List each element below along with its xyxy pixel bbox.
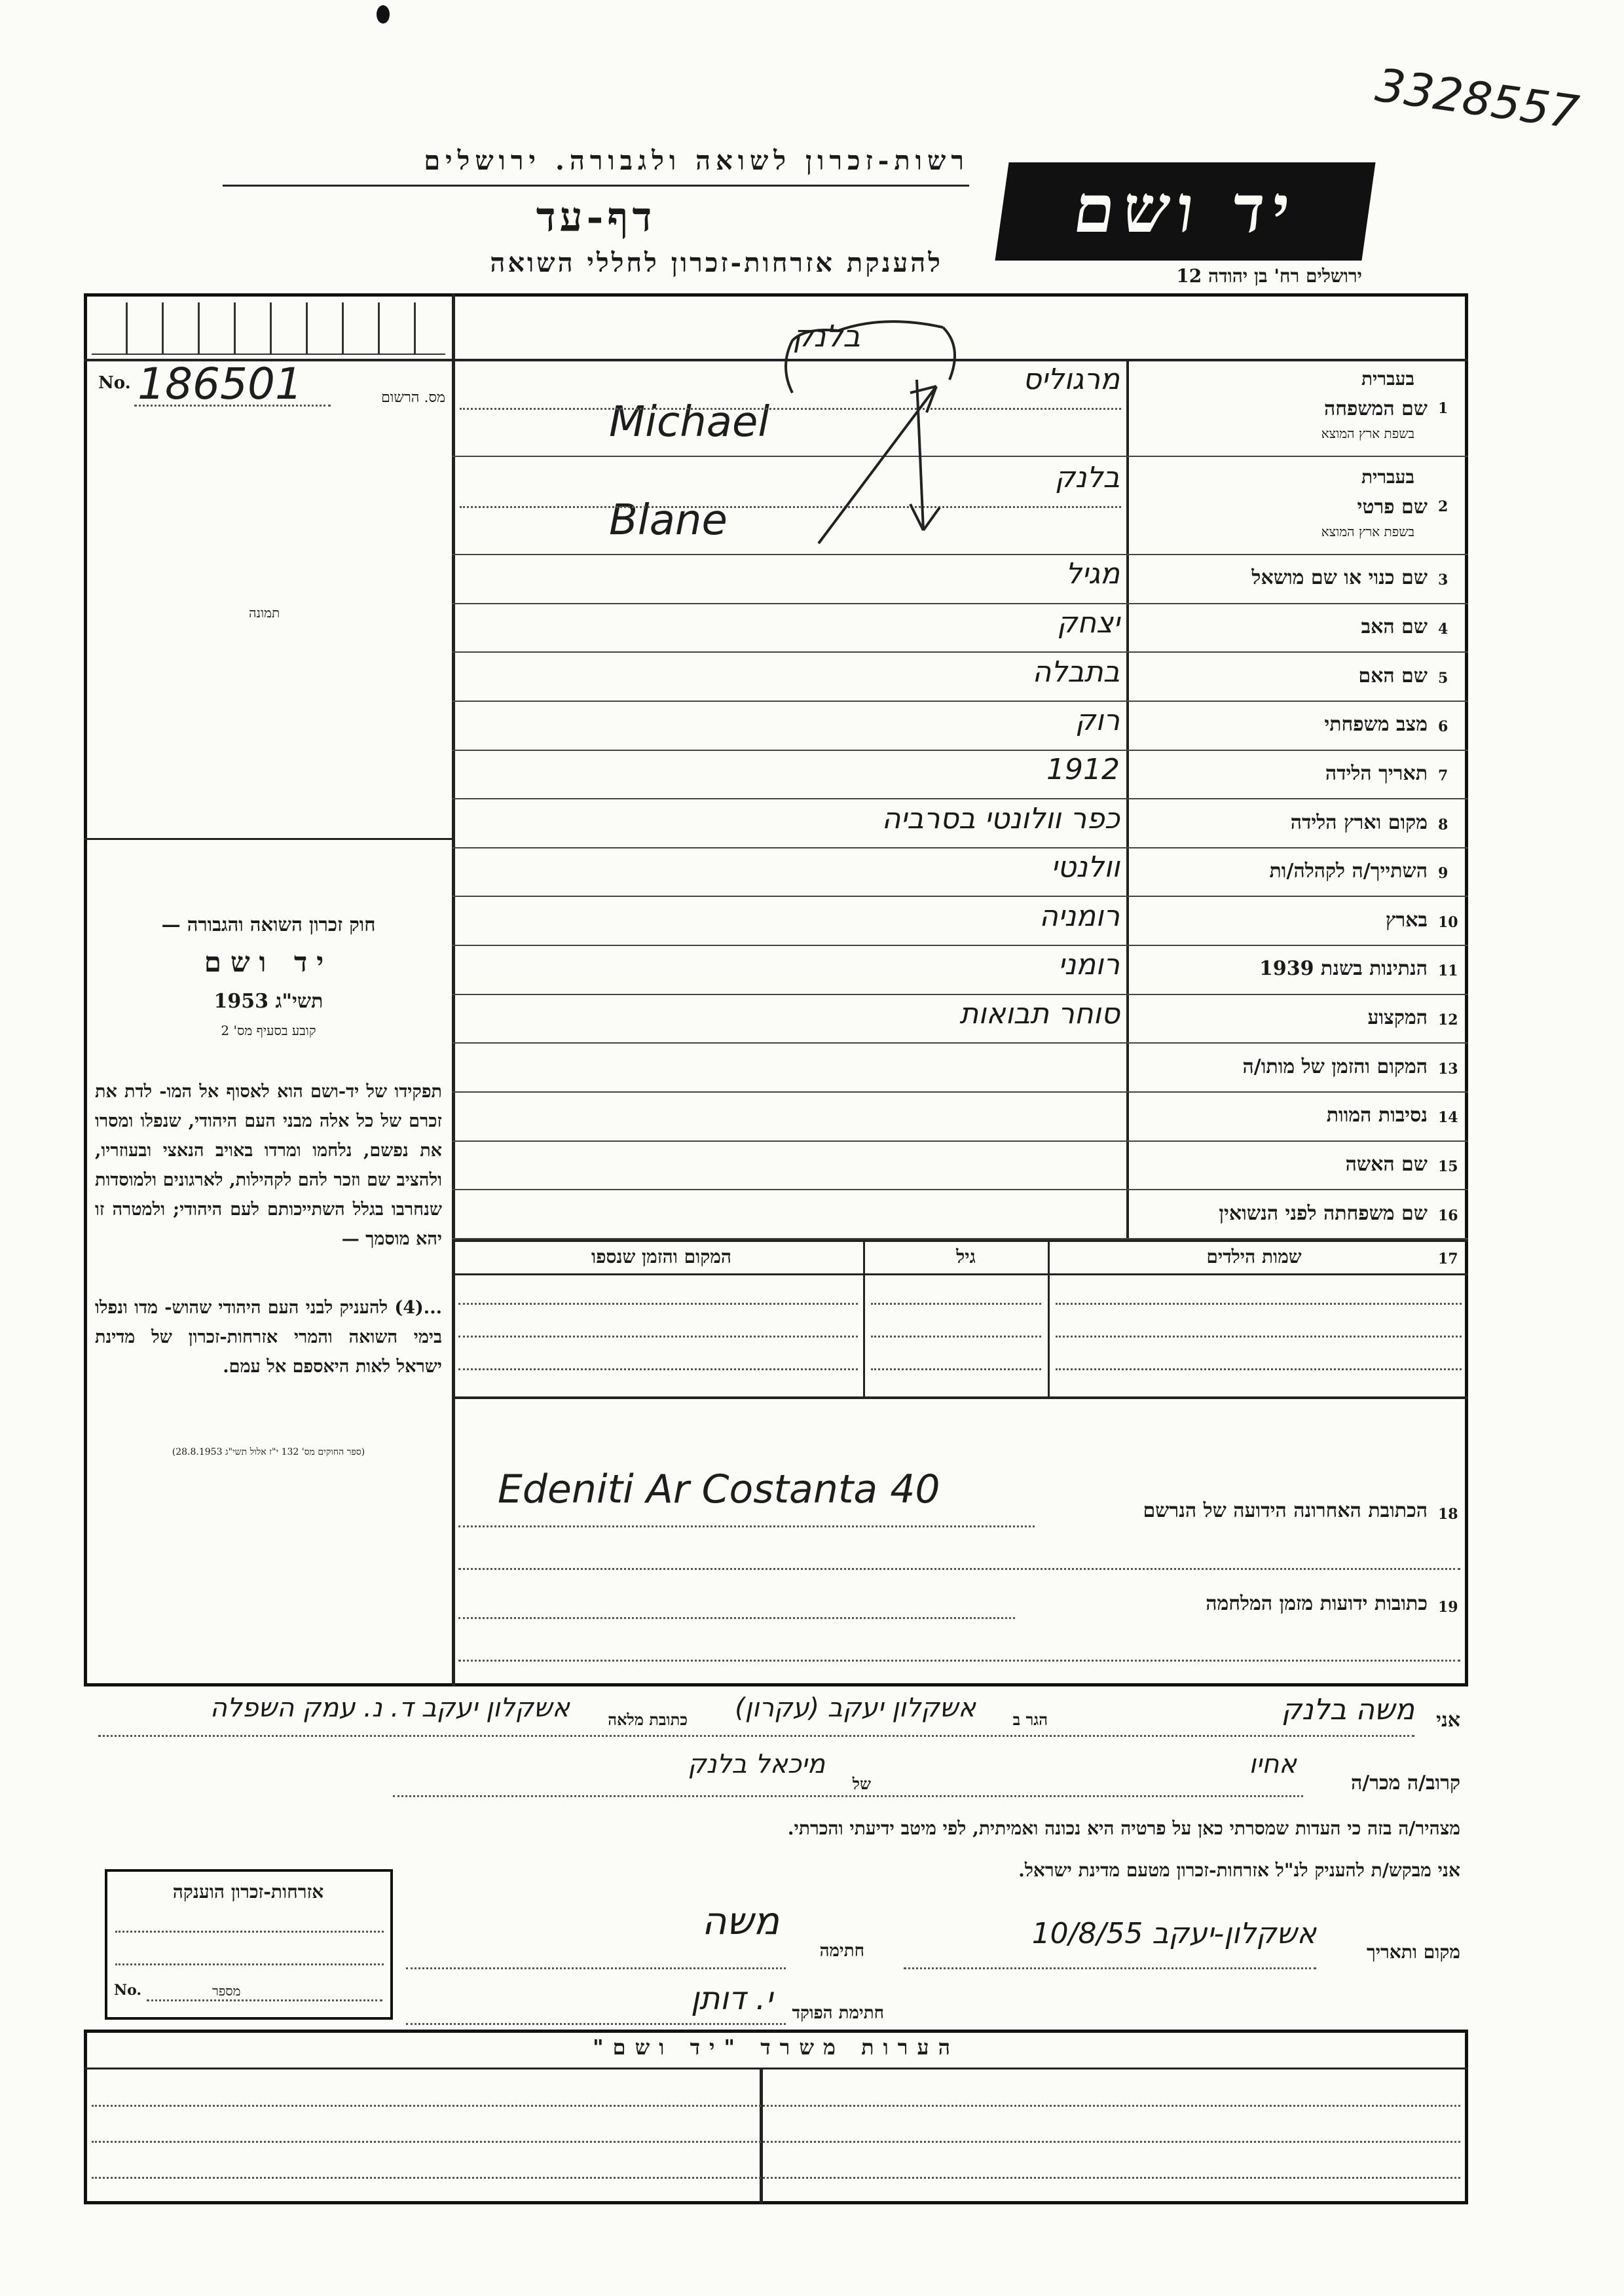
- photo-label: תמונה: [249, 605, 280, 621]
- field-label: שם כנוי או שם מושאל: [1251, 566, 1428, 590]
- field-row-6: [452, 702, 1468, 751]
- field-value: רוק: [1075, 704, 1120, 738]
- field-value: יצחק: [1057, 606, 1120, 640]
- field-value: כפר וולונטי בסרביה: [881, 801, 1120, 835]
- law-heading: חוק זכרון השואה והגבורה —: [161, 913, 376, 936]
- children-col-names: שמות הילדים: [1206, 1246, 1302, 1267]
- field-19-label: כתובות ידועות מזמן המלחמה: [1206, 1592, 1428, 1615]
- field-row-4: [452, 604, 1468, 653]
- field-label: שם המשפחה: [1323, 397, 1428, 420]
- citizenship-number-label: מספר: [212, 1983, 241, 1999]
- field-hint-sub: בשפת ארץ המוצא: [1321, 524, 1414, 539]
- field-label: מצב משפחתי: [1324, 713, 1428, 737]
- field-value: וולנטי: [1051, 850, 1120, 884]
- field-num: 9: [1438, 865, 1449, 883]
- field-num: 2: [1438, 498, 1449, 515]
- stamp-number: 3328557: [1372, 58, 1582, 140]
- reg-label: מס. הרשום: [381, 390, 445, 406]
- field-label: בארץ: [1385, 908, 1428, 932]
- decl-relative-label: קרוב/ה מכר/ה: [1351, 1772, 1460, 1795]
- field-row-14: [452, 1093, 1468, 1142]
- field-num: 6: [1438, 718, 1449, 736]
- reg-prefix: No.: [98, 373, 131, 393]
- field-label: שם האשה: [1345, 1153, 1428, 1176]
- remarks-title: הערות משרד "יד ושם": [592, 2035, 960, 2060]
- field-label: הנתינות בשנת 1939: [1259, 957, 1428, 981]
- field-1-note: בלנק: [792, 318, 860, 354]
- field-num: 5: [1438, 669, 1449, 687]
- field-label: תאריך הלידה: [1325, 761, 1428, 785]
- field-label: שם משפחתה לפני הנשואין: [1219, 1201, 1428, 1225]
- field-row-9: [452, 848, 1468, 898]
- citizenship-box: [105, 1869, 393, 2020]
- officer-label: חתימת הפוקד: [792, 2003, 884, 2023]
- field-value-hebrew: מרגוליס: [1022, 363, 1120, 396]
- decl-resident-value: אשקלון יעקב (עקרון): [735, 1693, 976, 1723]
- field-num: 14: [1438, 1109, 1458, 1127]
- officer-value: י. דותן: [690, 1980, 773, 2017]
- law-source: (ספר החוקים מס' 132 י"ז אלול תשי"ג 28.8.1953): [172, 1447, 365, 1457]
- logo-text: יד ושם: [1069, 170, 1302, 247]
- law-clause: קובע בסעיף מס' 2: [221, 1023, 316, 1038]
- law-paragraph-2: ...(4) להעניק לבני העם היהודי שהוש- מדו ונפלו בימי השואה והמרי אזרחות-זכרון של מדינת ישראל לאות היאספם אל עמם.: [95, 1298, 442, 1377]
- field-value-latin: Michael: [609, 398, 770, 446]
- logo-address: ירושלים רח' בן יהודה 12: [1176, 265, 1362, 287]
- field-18-value: Edeniti Ar Costanta 40: [498, 1467, 940, 1512]
- field-19-num: 19: [1438, 1599, 1458, 1616]
- field-row-10: [452, 898, 1468, 947]
- field-num: 13: [1438, 1060, 1458, 1078]
- field-label: המקום והזמן של מותו/ה: [1242, 1055, 1428, 1078]
- field-value-latin: Blane: [609, 496, 728, 545]
- field-num: 1: [1438, 400, 1449, 417]
- ink-mark: [377, 5, 390, 24]
- field-row-8: [452, 799, 1468, 848]
- field-label: שם האם: [1358, 664, 1428, 687]
- field-value: מגיל: [1065, 557, 1120, 591]
- field-row-7: [452, 751, 1468, 800]
- field-row-13: [452, 1044, 1468, 1093]
- field-value: בתבלה: [1032, 655, 1120, 689]
- children-col-age: גיל: [956, 1246, 976, 1267]
- field-num: 7: [1438, 767, 1449, 784]
- field-num: 16: [1438, 1207, 1458, 1224]
- citizenship-title: אזרחות-זכרון הוענקה: [172, 1881, 324, 1903]
- decl-full-address-value: אשקלון יעקב ד. נ. עמק השפלה: [210, 1693, 570, 1723]
- decl-prefix: אני: [1436, 1709, 1460, 1732]
- field-row-5: [452, 653, 1468, 702]
- law-paragraph-1: תפקידו של יד-ושם הוא לאסוף אל המו- לדת את זכרם של כל אלה מבני העם היהודי, שנפלו ומסרו את נפשם, נלחמו ומרדו באויב הנאצי ובעוזריו, ולהציב שם וזכר להם לקהילות, לארגונים ולמוסדות שנחרבו בגלל השתייכותם לעם היהודי; ולמטרה זו יהא מוסמך —: [95, 1082, 442, 1249]
- field-label: נסיבות המוות: [1326, 1104, 1428, 1127]
- field-row-15: [452, 1142, 1468, 1191]
- signature-label: חתימה: [819, 1941, 864, 1961]
- field-value: 1912: [1046, 752, 1120, 786]
- field-hint-sub: בשפת ארץ המוצא: [1321, 426, 1414, 441]
- field-label: שם פרטי: [1357, 496, 1428, 519]
- children-col-place: המקום והזמן שנספו: [591, 1246, 731, 1267]
- decl-relation-value: אחיו: [1249, 1749, 1297, 1779]
- field-num: 12: [1438, 1011, 1458, 1029]
- field-num: 11: [1438, 962, 1458, 980]
- field-num: 3: [1438, 572, 1449, 589]
- decl-of-label: של: [852, 1774, 871, 1793]
- field-row-12: [452, 995, 1468, 1044]
- field-value: סוחר תבואות: [959, 997, 1120, 1031]
- field-18-label: הכתובת האחרונה הידועה של הנרשם: [1143, 1499, 1428, 1522]
- decl-full-address-label: כתובת מלאה: [608, 1710, 688, 1729]
- field-hint-hebrew: בעברית: [1361, 466, 1414, 488]
- law-year: תשי"ג 1953: [213, 990, 323, 1013]
- field-num: 8: [1438, 816, 1449, 833]
- reg-number: 186501: [138, 359, 303, 409]
- field-num: 10: [1438, 913, 1458, 931]
- field-value-hebrew: בלנק: [1054, 461, 1120, 494]
- field-num: 15: [1438, 1158, 1458, 1176]
- field-hint-hebrew: בעברית: [1361, 368, 1414, 390]
- field-17-num: 17: [1438, 1250, 1458, 1267]
- field-label: המקצוע: [1367, 1006, 1428, 1030]
- decl-request: אני מבקש/ת להעניק לנ"ל אזרחות-זכרון מטעם מדינת ישראל.: [1018, 1859, 1460, 1881]
- decl-statement: מצהיר/ה בזה כי העדות שמסרתי כאן על פרטיה היא נכונה ואמיתית, לפי מיטב ידיעתי והכרתי.: [787, 1817, 1460, 1839]
- field-label: מקום וארץ הלידה: [1290, 811, 1428, 834]
- field-value: רומניה: [1039, 899, 1120, 933]
- code-boxes: [92, 302, 445, 355]
- field-label: שם האב: [1361, 615, 1428, 638]
- decl-resident-label: הגר ב: [1012, 1710, 1048, 1729]
- citizenship-no: No.: [114, 1982, 142, 1999]
- form-title: דף-עד: [536, 193, 656, 241]
- field-value: רומני: [1058, 948, 1120, 982]
- field-18-num: 18: [1438, 1506, 1458, 1523]
- place-date-value: אשקלון-יעקב 10/8/55: [1031, 1917, 1316, 1950]
- field-row-11: [452, 946, 1468, 995]
- decl-of-value: מיכאל בלנק: [688, 1749, 825, 1779]
- field-row-16: [452, 1190, 1468, 1239]
- field-label: השתייך/ה לקהלה/ות: [1269, 860, 1428, 883]
- decl-name: משה בלנק: [1281, 1693, 1414, 1726]
- yad-vashem-logo: [995, 162, 1375, 261]
- signature-value: משה: [701, 1899, 779, 1943]
- law-name: יד ושם: [204, 946, 333, 978]
- place-date-label: מקום ותאריך: [1366, 1941, 1460, 1963]
- authority-title: רשות-זכרון לשואה ולגבורה. ירושלים: [424, 145, 969, 176]
- form-subtitle: להענקת אזרחות-זכרון לחללי השואה: [490, 247, 943, 278]
- field-num: 4: [1438, 620, 1449, 638]
